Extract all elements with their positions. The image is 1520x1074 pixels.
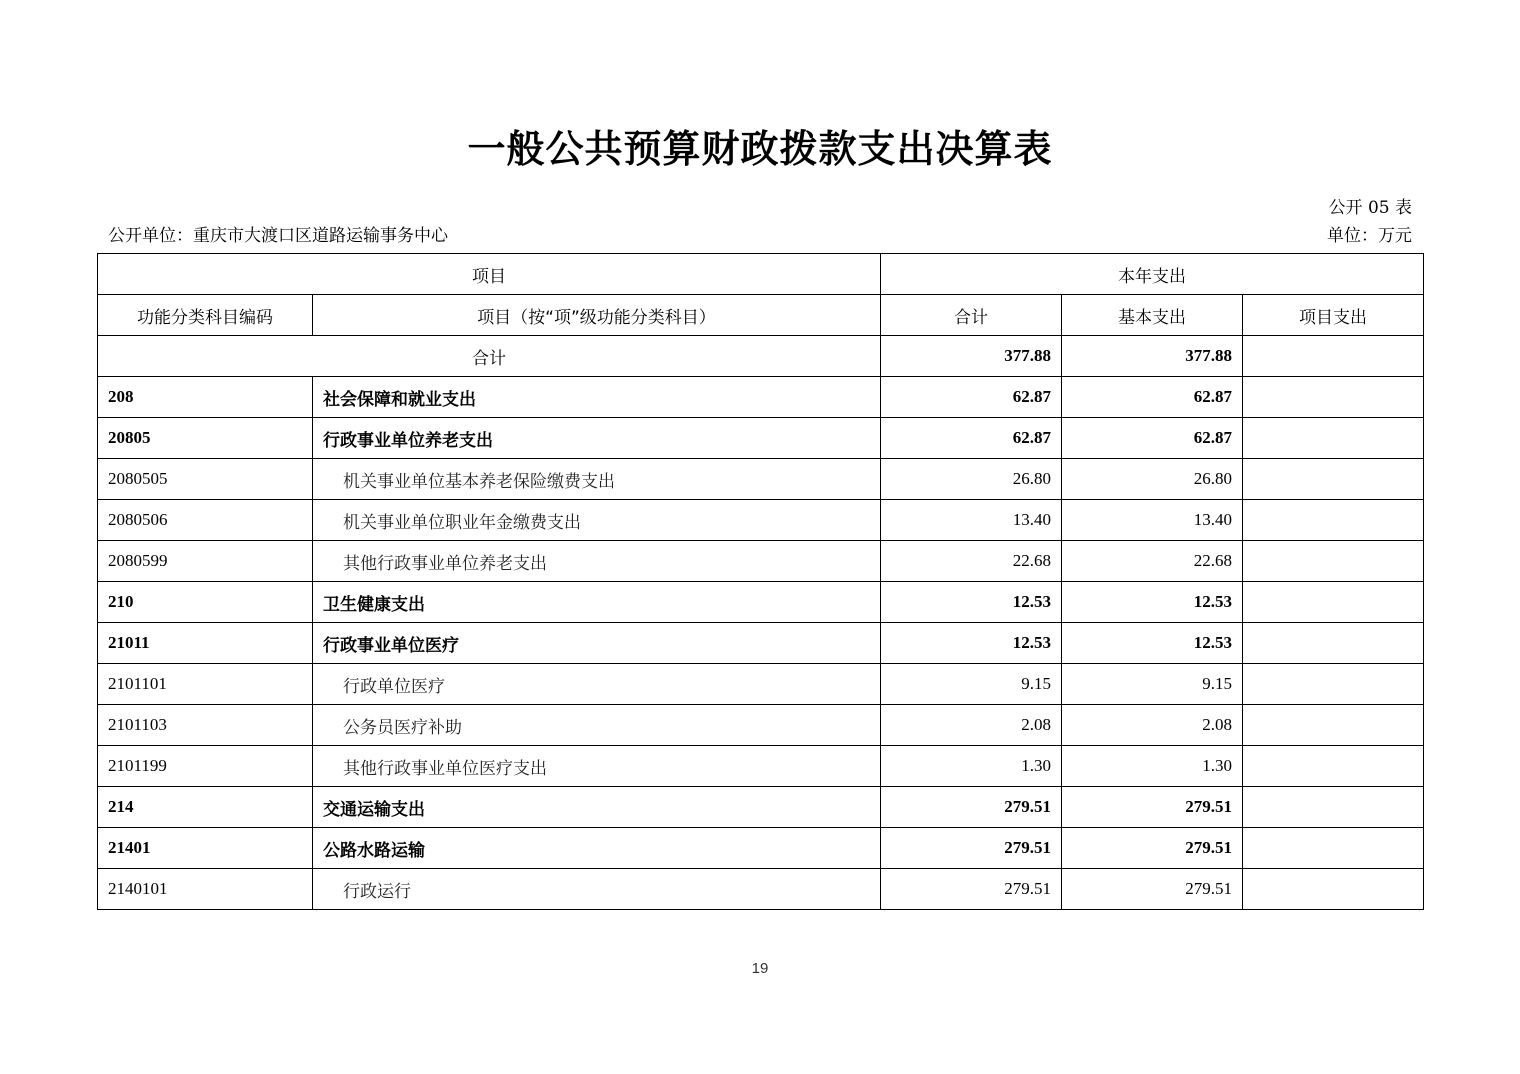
basic-expense-cell: 279.51 <box>1062 828 1243 869</box>
total-cell: 12.53 <box>881 582 1062 623</box>
basic-expense-cell: 62.87 <box>1062 377 1243 418</box>
item-name-cell: 社会保障和就业支出 <box>313 377 881 418</box>
total-row <box>98 336 1424 377</box>
item-name-cell: 机关事业单位基本养老保险缴费支出 <box>313 459 881 500</box>
header-code: 功能分类科目编码 <box>98 295 313 336</box>
basic-expense-cell: 9.15 <box>1062 664 1243 705</box>
total-project <box>1243 336 1424 377</box>
basic-expense-cell: 1.30 <box>1062 746 1243 787</box>
item-name-cell: 行政事业单位养老支出 <box>313 418 881 459</box>
total-cell: 2.08 <box>881 705 1062 746</box>
table-row <box>98 828 1424 869</box>
header-basic: 基本支出 <box>1062 295 1243 336</box>
document-title: 一般公共预算财政拨款支出决算表 <box>467 127 1053 171</box>
project-expense-cell <box>1243 623 1424 664</box>
table-row <box>98 623 1424 664</box>
total-cell: 26.80 <box>881 459 1062 500</box>
project-expense-cell <box>1243 377 1424 418</box>
table-row <box>98 705 1424 746</box>
total-cell: 1.30 <box>881 746 1062 787</box>
basic-expense-cell: 279.51 <box>1062 869 1243 910</box>
basic-expense-cell: 12.53 <box>1062 582 1243 623</box>
item-name-cell: 行政事业单位医疗 <box>313 623 881 664</box>
header-total: 合计 <box>881 295 1062 336</box>
code-cell: 210 <box>98 582 313 623</box>
table-row <box>98 459 1424 500</box>
basic-expense-cell: 279.51 <box>1062 787 1243 828</box>
total-cell: 279.51 <box>881 787 1062 828</box>
table-row <box>98 377 1424 418</box>
project-expense-cell <box>1243 418 1424 459</box>
header-current-year: 本年支出 <box>881 254 1424 295</box>
basic-expense-cell: 13.40 <box>1062 500 1243 541</box>
total-cell: 279.51 <box>881 828 1062 869</box>
table-row <box>98 869 1424 910</box>
code-cell: 21011 <box>98 623 313 664</box>
header-row-2 <box>98 295 1424 336</box>
project-expense-cell <box>1243 746 1424 787</box>
item-name-cell: 交通运输支出 <box>313 787 881 828</box>
code-cell: 21401 <box>98 828 313 869</box>
total-cell: 62.87 <box>881 418 1062 459</box>
code-cell: 2101103 <box>98 705 313 746</box>
table-row <box>98 582 1424 623</box>
table-row <box>98 787 1424 828</box>
code-cell: 2140101 <box>98 869 313 910</box>
code-cell: 2080505 <box>98 459 313 500</box>
header-project-expense: 项目支出 <box>1243 295 1424 336</box>
table-row <box>98 541 1424 582</box>
basic-expense-cell: 62.87 <box>1062 418 1243 459</box>
item-name-cell: 其他行政事业单位养老支出 <box>313 541 881 582</box>
code-cell: 2080599 <box>98 541 313 582</box>
project-expense-cell <box>1243 664 1424 705</box>
project-expense-cell <box>1243 541 1424 582</box>
item-name-cell: 机关事业单位职业年金缴费支出 <box>313 500 881 541</box>
code-cell: 208 <box>98 377 313 418</box>
item-name-cell: 行政运行 <box>313 869 881 910</box>
page-number: 19 <box>751 960 769 977</box>
table-row <box>98 664 1424 705</box>
project-expense-cell <box>1243 459 1424 500</box>
total-basic: 377.88 <box>1062 336 1243 377</box>
total-label: 合计 <box>98 336 881 377</box>
code-cell: 20805 <box>98 418 313 459</box>
basic-expense-cell: 2.08 <box>1062 705 1243 746</box>
total-cell: 13.40 <box>881 500 1062 541</box>
table-row <box>98 418 1424 459</box>
total-cell: 279.51 <box>881 869 1062 910</box>
total-amount: 377.88 <box>881 336 1062 377</box>
total-cell: 12.53 <box>881 623 1062 664</box>
budget-table <box>97 253 1424 910</box>
total-cell: 9.15 <box>881 664 1062 705</box>
header-project: 项目 <box>98 254 881 295</box>
code-cell: 214 <box>98 787 313 828</box>
project-expense-cell <box>1243 582 1424 623</box>
money-unit: 单位：万元 <box>1327 226 1412 246</box>
code-cell: 2101101 <box>98 664 313 705</box>
item-name-cell: 公路水路运输 <box>313 828 881 869</box>
project-expense-cell <box>1243 705 1424 746</box>
table-row <box>98 746 1424 787</box>
project-expense-cell <box>1243 828 1424 869</box>
total-cell: 62.87 <box>881 377 1062 418</box>
code-cell: 2080506 <box>98 500 313 541</box>
header-item: 项目（按“项”级功能分类科目） <box>313 295 881 336</box>
item-name-cell: 卫生健康支出 <box>313 582 881 623</box>
code-cell: 2101199 <box>98 746 313 787</box>
reporting-unit: 公开单位：重庆市大渡口区道路运输事务中心 <box>108 226 448 246</box>
project-expense-cell <box>1243 787 1424 828</box>
item-name-cell: 公务员医疗补助 <box>313 705 881 746</box>
basic-expense-cell: 12.53 <box>1062 623 1243 664</box>
basic-expense-cell: 26.80 <box>1062 459 1243 500</box>
header-row-1 <box>98 254 1424 295</box>
project-expense-cell <box>1243 869 1424 910</box>
form-number: 公开 05 表 <box>1328 198 1412 218</box>
total-cell: 22.68 <box>881 541 1062 582</box>
basic-expense-cell: 22.68 <box>1062 541 1243 582</box>
table-row <box>98 500 1424 541</box>
item-name-cell: 其他行政事业单位医疗支出 <box>313 746 881 787</box>
project-expense-cell <box>1243 500 1424 541</box>
item-name-cell: 行政单位医疗 <box>313 664 881 705</box>
